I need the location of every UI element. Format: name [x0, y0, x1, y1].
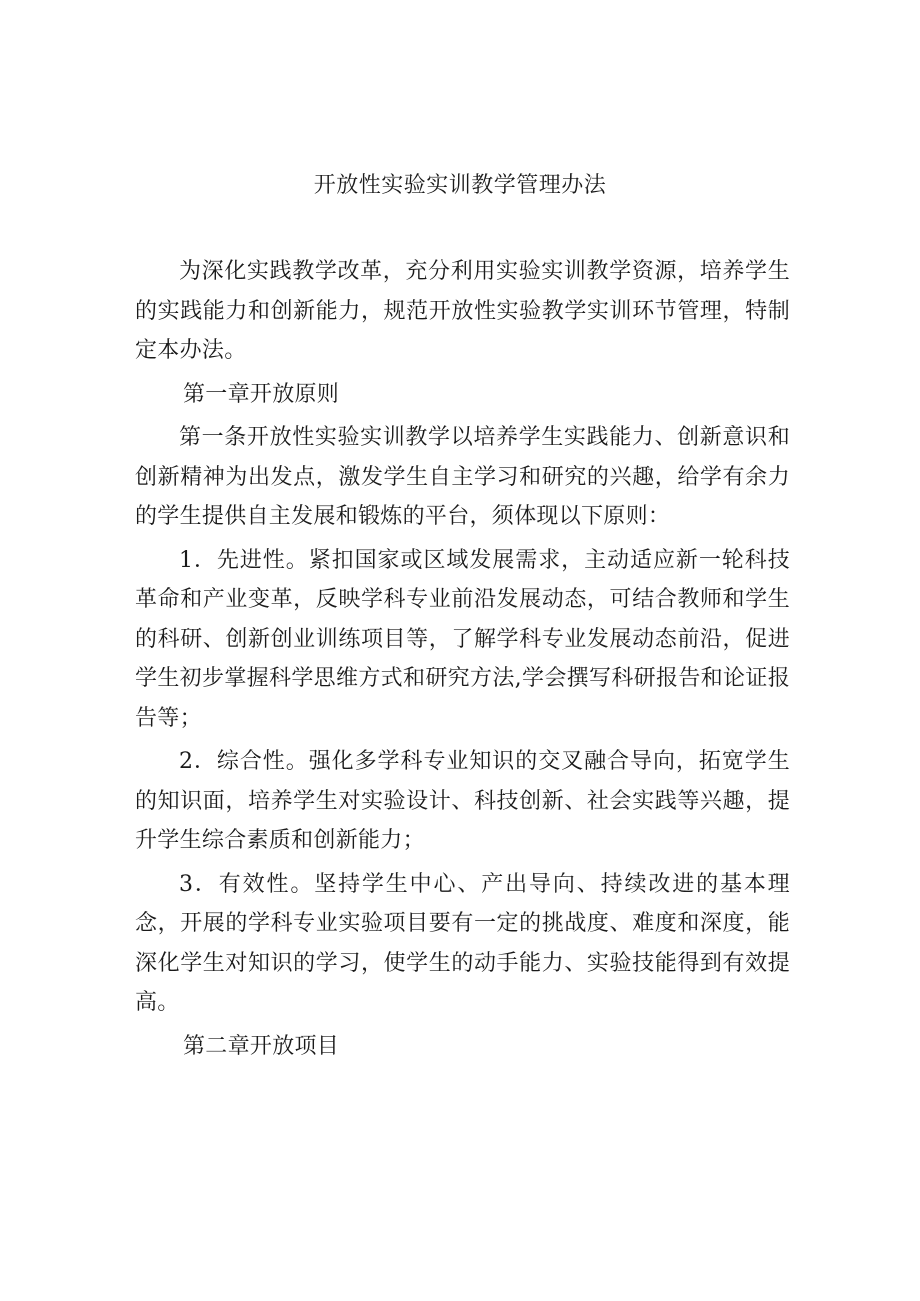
document-body: [135, 252, 790, 1066]
paragraph-item-2: 2．综合性。强化多学科专业知识的交叉融合导向，拓宽学生的知识面，培养学生对实验设计、科技创新、社会实践等兴趣，提升学生综合素质和创新能力；: [135, 749, 790, 853]
chapter-heading-2: 第二章开放项目: [183, 1033, 340, 1059]
chapter-heading-1: 第一章开放原则: [183, 381, 340, 407]
paragraph-article-1: 第一条开放性实验实训教学以培养学生实践能力、创新意识和创新精神为出发点，激发学生自主学习和研究的兴趣，给学有余力的学生提供自主发展和锻炼的平台，须体现以下原则：: [135, 425, 790, 529]
document-title: 开放性实验实训教学管理办法: [313, 173, 607, 198]
paragraph-item-3: 3．有效性。坚持学生中心、产出导向、持续改进的基本理念，开展的学科专业实验项目要有一定的挑战度、难度和深度，能深化学生对知识的学习，使学生的动手能力、实验技能得到有效提高。: [135, 871, 790, 1015]
paragraph-item-1: 1．先进性。紧扣国家或区域发展需求，主动适应新一轮科技革命和产业变革，反映学科专业前沿发展动态，可结合教师和学生的科研、创新创业训练项目等，了解学科专业发展动态前沿，促进学生初步掌握科学思维方式和研究方法,学会撰写科研报告和论证报告等；: [135, 547, 790, 731]
paragraph-intro: 为深化实践教学改革，充分利用实验实训教学资源，培养学生的实践能力和创新能力，规范开放性实验教学实训环节管理，特制定本办法。: [135, 259, 790, 363]
